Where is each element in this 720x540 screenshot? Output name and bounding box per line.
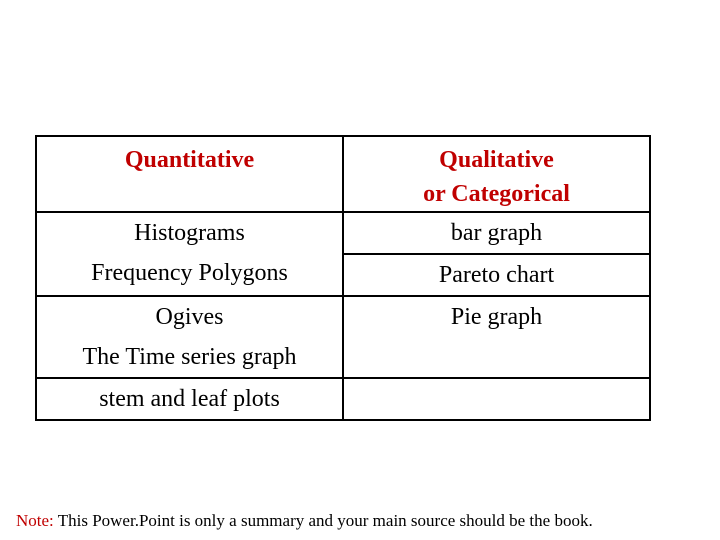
table-header-row xyxy=(36,136,650,212)
cell-ogives: Ogives xyxy=(155,304,224,330)
cell-histograms: Histograms xyxy=(134,220,245,246)
cell-stem-and-leaf: stem and leaf plots xyxy=(36,378,343,420)
comparison-table xyxy=(35,135,651,421)
cell-left-group-1 xyxy=(36,212,343,296)
table-row xyxy=(36,212,650,254)
note-text: This Power.Point is only a summary and your main source should be the book. xyxy=(53,511,593,530)
header-quantitative: Quantitative xyxy=(36,136,343,212)
cell-left-group-2 xyxy=(36,296,343,378)
cell-pie-graph: Pie graph xyxy=(343,296,650,378)
cell-bar-graph: bar graph xyxy=(343,212,650,254)
note-label: Note: xyxy=(16,511,54,530)
cell-frequency-polygons: Frequency Polygons xyxy=(91,260,288,286)
cell-time-series-graph: The Time series graph xyxy=(82,344,297,370)
table-row xyxy=(36,296,650,338)
cell-pareto-chart: Pareto chart xyxy=(343,254,650,296)
table-row xyxy=(36,378,650,420)
header-qualitative: Qualitative or Categorical xyxy=(343,136,650,212)
cell-empty xyxy=(343,378,650,420)
footnote xyxy=(16,511,593,531)
